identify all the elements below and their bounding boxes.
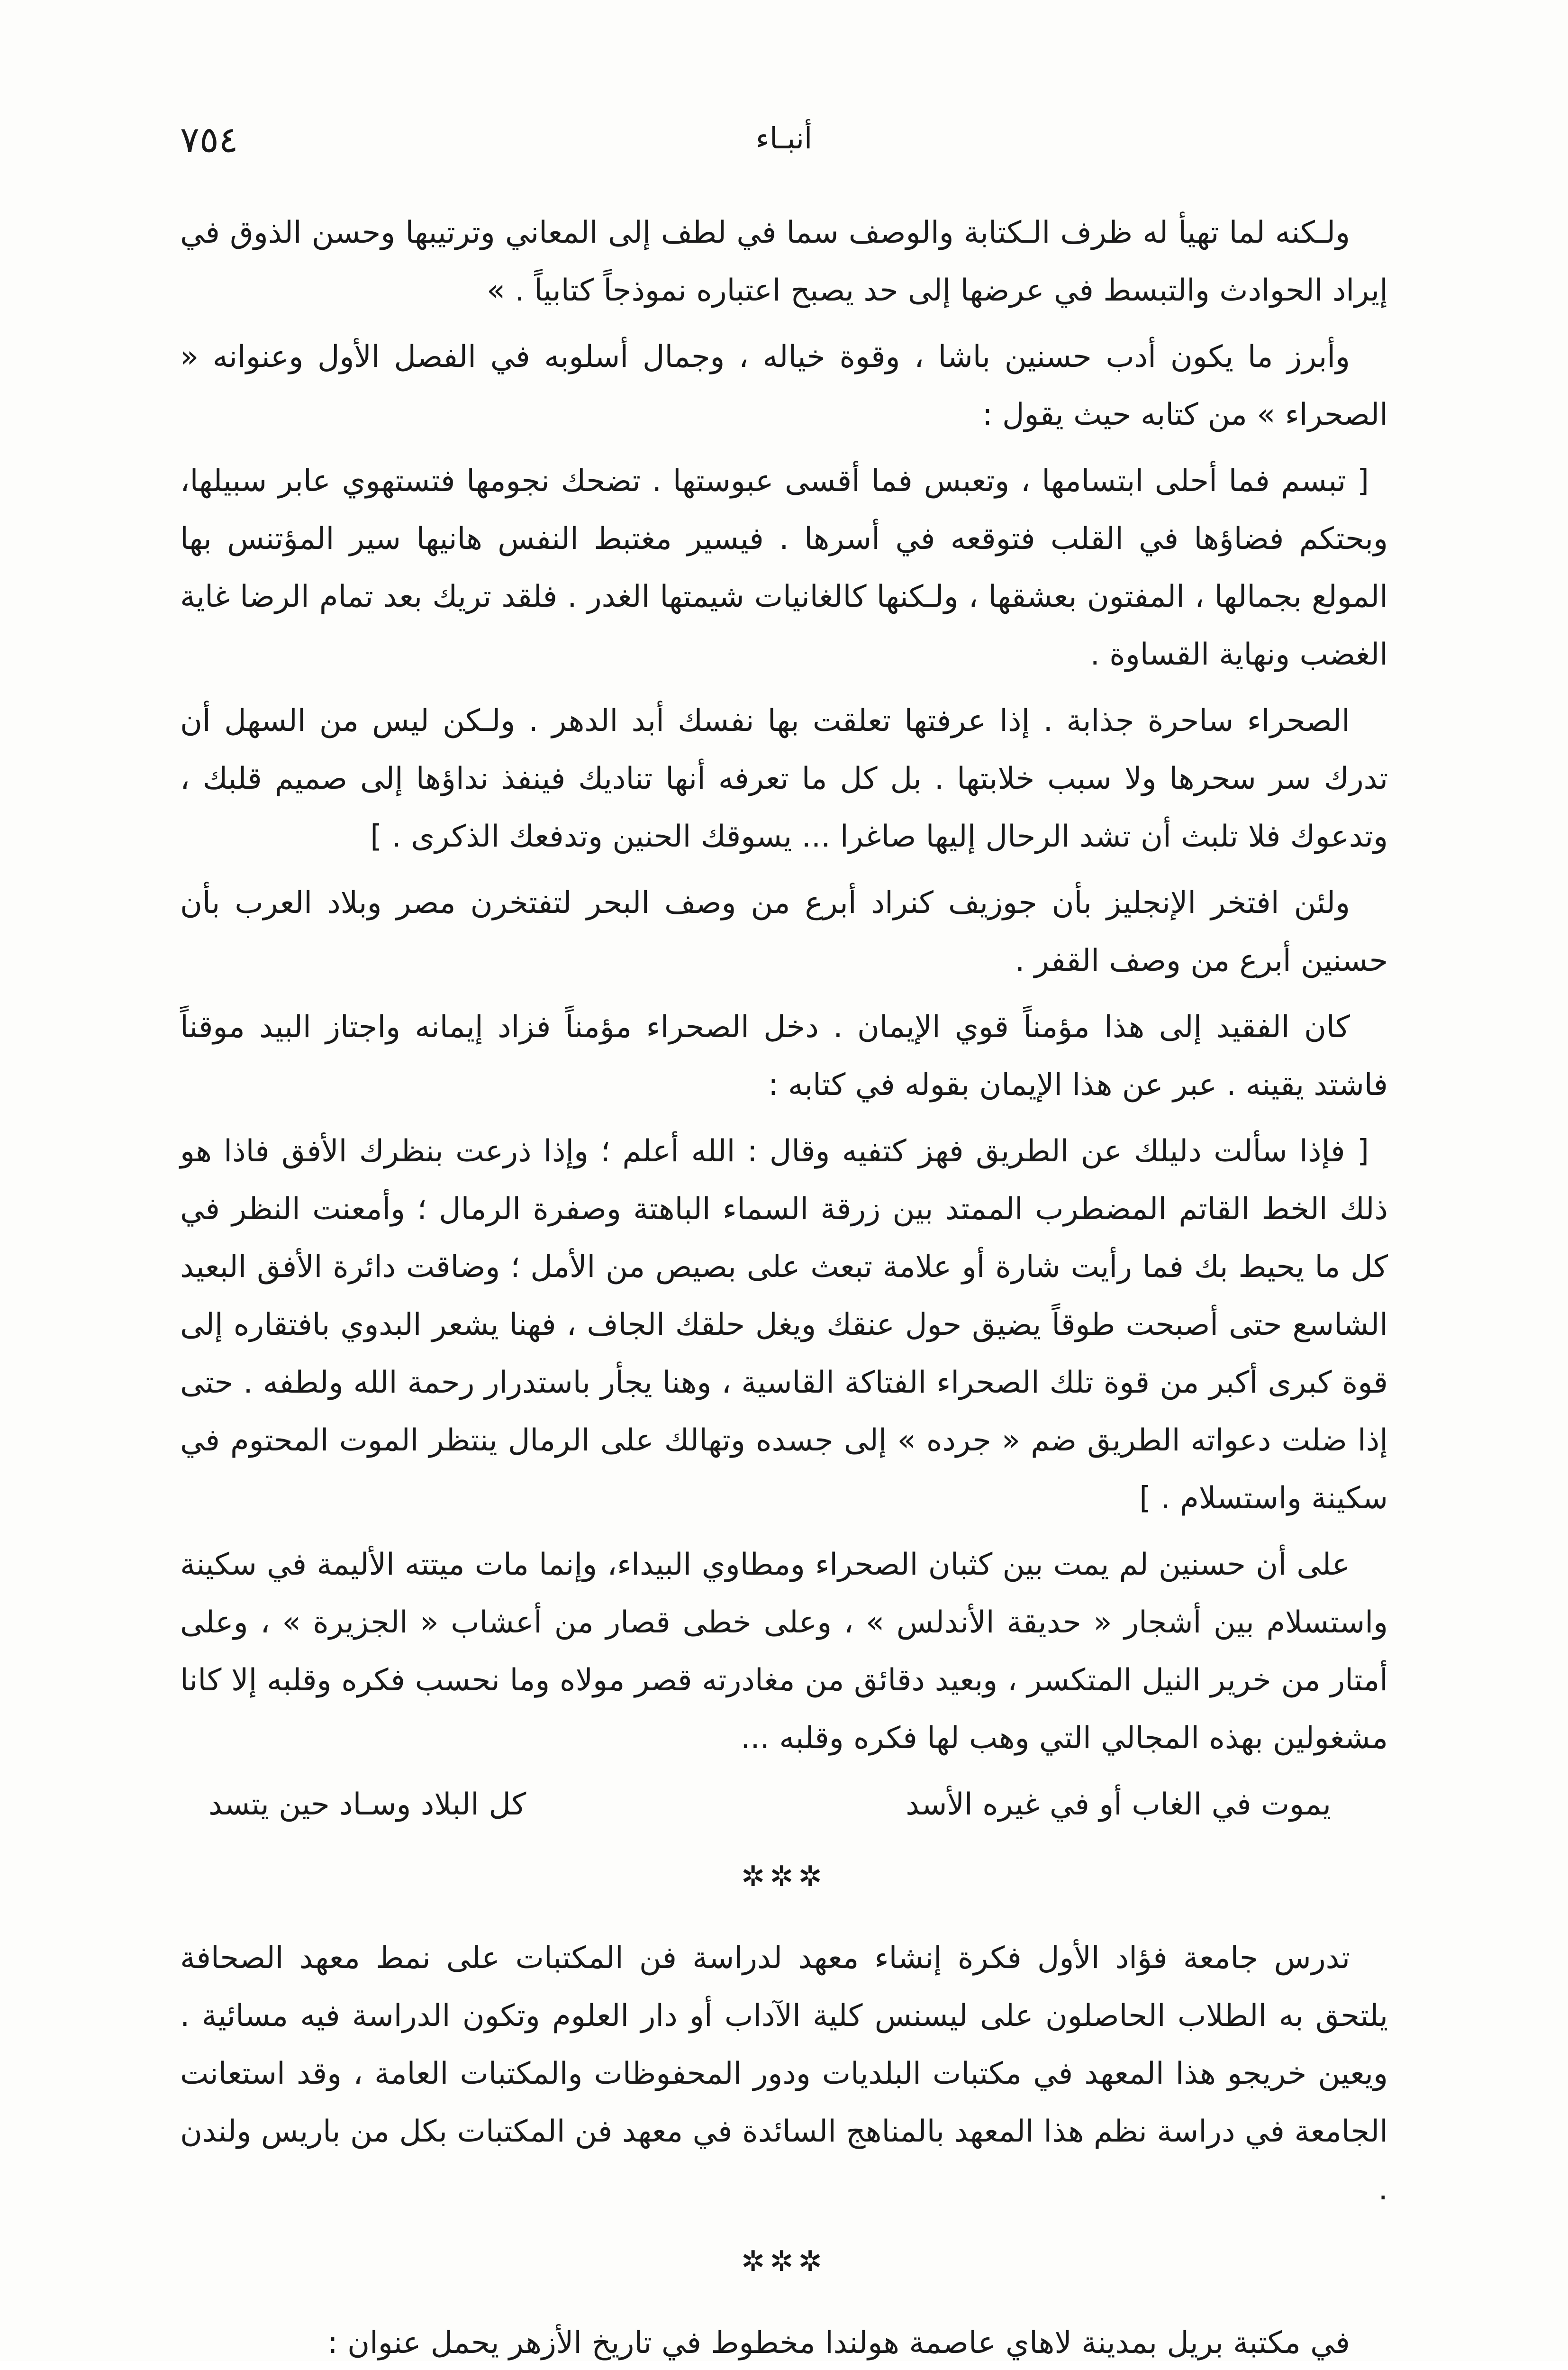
page-header bbox=[180, 118, 1388, 171]
poetry-verse bbox=[180, 1776, 1388, 1833]
paragraph-2: وأبرز ما يكون أدب حسنين باشا ، وقوة خياله ، وجمال أسلوبه في الفصل الأول وعنوانه « الصحراء » من كتابه حيث يقول : bbox=[180, 339, 1388, 432]
verse-second-hemistich: كل البلاد وسـاد حين يتسد bbox=[208, 1787, 526, 1822]
quote-desert-1: [ تبسم فما أحلى ابتسامها ، وتعبس فما أقسى عبوستها . تضحك نجومها فتستهوي عابر سبيلها، وبحتكم فضاؤها في القلب فتوقعه في أسرها . فيسير مغتبط النفس هانيها سير المؤتنس بها المولع بجمالها ، المفتون بعشقها ، ولـكنها كالغانيات شيمتها الغدر . فلقد تريك بعد تمام الرضا غاية الغضب ونهاية القساوة . bbox=[180, 464, 1388, 672]
quote-desert-2: الصحراء ساحرة جذابة . إذا عرفتها تعلقت بها نفسك أبد الدهر . ولـكن ليس من السهل أن تدرك سر سحرها ولا سبب خلابتها . بل كل ما تعرفه أنها تناديك فينفذ نداؤها إلى صميم قلبك ، وتدعوك فلا تلبث أن تشد الرحال إليها صاغرا ... يسوقك الحنين وتدفعك الذكرى . ] bbox=[180, 703, 1388, 854]
paragraph-4: كان الفقيد إلى هذا مؤمناً قوي الإيمان . دخل الصحراء مؤمناً فزاد إيمانه واجتاز البيد موقناً فاشتد يقينه . عبر عن هذا الإيمان بقوله في كتابه : bbox=[180, 1010, 1388, 1103]
paragraph-5: على أن حسنين لم يمت بين كثبان الصحراء ومطاوي البيداء، وإنما مات ميتته الأليمة في سكينة واستسلام بين أشجار « حديقة الأندلس » ، وعلى خطى قصار من أعشاب « الجزيرة » ، وعلى أمتار من خرير النيل المتكسر ، وبعيد دقائق من مغادرته قصر مولاه وما نحسب فكره وقلبه إلا كانا مشغولين بهذه المجالي التي وهب لها فكره وقلبه ... bbox=[180, 1547, 1388, 1756]
section-separator-1: ✲✲✲ bbox=[741, 1860, 827, 1893]
paragraph-7: في مكتبة بريل بمدينة لاهاي عاصمة هولندا مخطوط في تاريخ الأزهر يحمل عنوان : bbox=[327, 2325, 1350, 2361]
paragraph-1: ولـكنه لما تهيأ له ظرف الـكتابة والوصف سما في لطف إلى المعاني وترتيبها وحسن الذوق في إيراد الحوادث والتبسط في عرضها إلى حد يصبح اعتباره نموذجاً كتابياً . » bbox=[180, 215, 1388, 308]
paragraph-6: تدرس جامعة فؤاد الأول فكرة إنشاء معهد لدراسة فن المكتبات على نمط معهد الصحافة يلتحق به الطلاب الحاصلون على ليسنس كلية الآداب أو دار العلوم وتكون الدراسة فيه مسائية . ويعين خريجو هذا المعهد في مكتبات البلديات ودور المحفوظات والمكتبات العامة ، وقد استعانت الجامعة في دراسة نظم هذا المعهد بالمناهج السائدة في معهد فن المكتبات بكل من باريس ولندن . bbox=[180, 1941, 1388, 2207]
paragraph-3: ولئن افتخر الإنجليز بأن جوزيف كنراد أبرع من وصف البحر لتفتخرن مصر وبلاد العرب بأن حسنين أبرع من وصف القفر . bbox=[180, 885, 1388, 978]
section-separator-2: ✲✲✲ bbox=[741, 2245, 827, 2278]
page-number: ٧٥٤ bbox=[180, 118, 238, 161]
running-title: أنبـاء bbox=[755, 121, 813, 155]
page-body bbox=[180, 204, 1388, 2370]
quote-faith: [ فإذا سألت دليلك عن الطريق فهز كتفيه وقال : الله أعلم ؛ وإذا ذرعت بنظرك الأفق فاذا هو ذلك الخط القاتم المضطرب الممتد بين زرقة السماء الباهتة وصفرة الرمال ؛ وأمعنت النظر في كل ما يحيط بك فما رأيت شارة أو علامة تبعث على بصيص من الأمل ؛ وضاقت دائرة الأفق البعيد الشاسع حتى أصبحت طوقاً يضيق حول عنقك ويغل حلقك الجاف ، فهنا يشعر البدوي بافتقاره إلى قوة كبرى أكبر من قوة تلك الصحراء الفتاكة القاسية ، وهنا يجأر باستدرار رحمة الله ولطفه . حتى إذا ضلت دعواته الطريق ضم « جرده » إلى جسده وتهالك على الرمال ينتظر الموت المحتوم في سكينة واستسلام . ] bbox=[180, 1134, 1388, 1516]
verse-first-hemistich: يموت في الغاب أو في غيره الأسد bbox=[906, 1787, 1331, 1822]
